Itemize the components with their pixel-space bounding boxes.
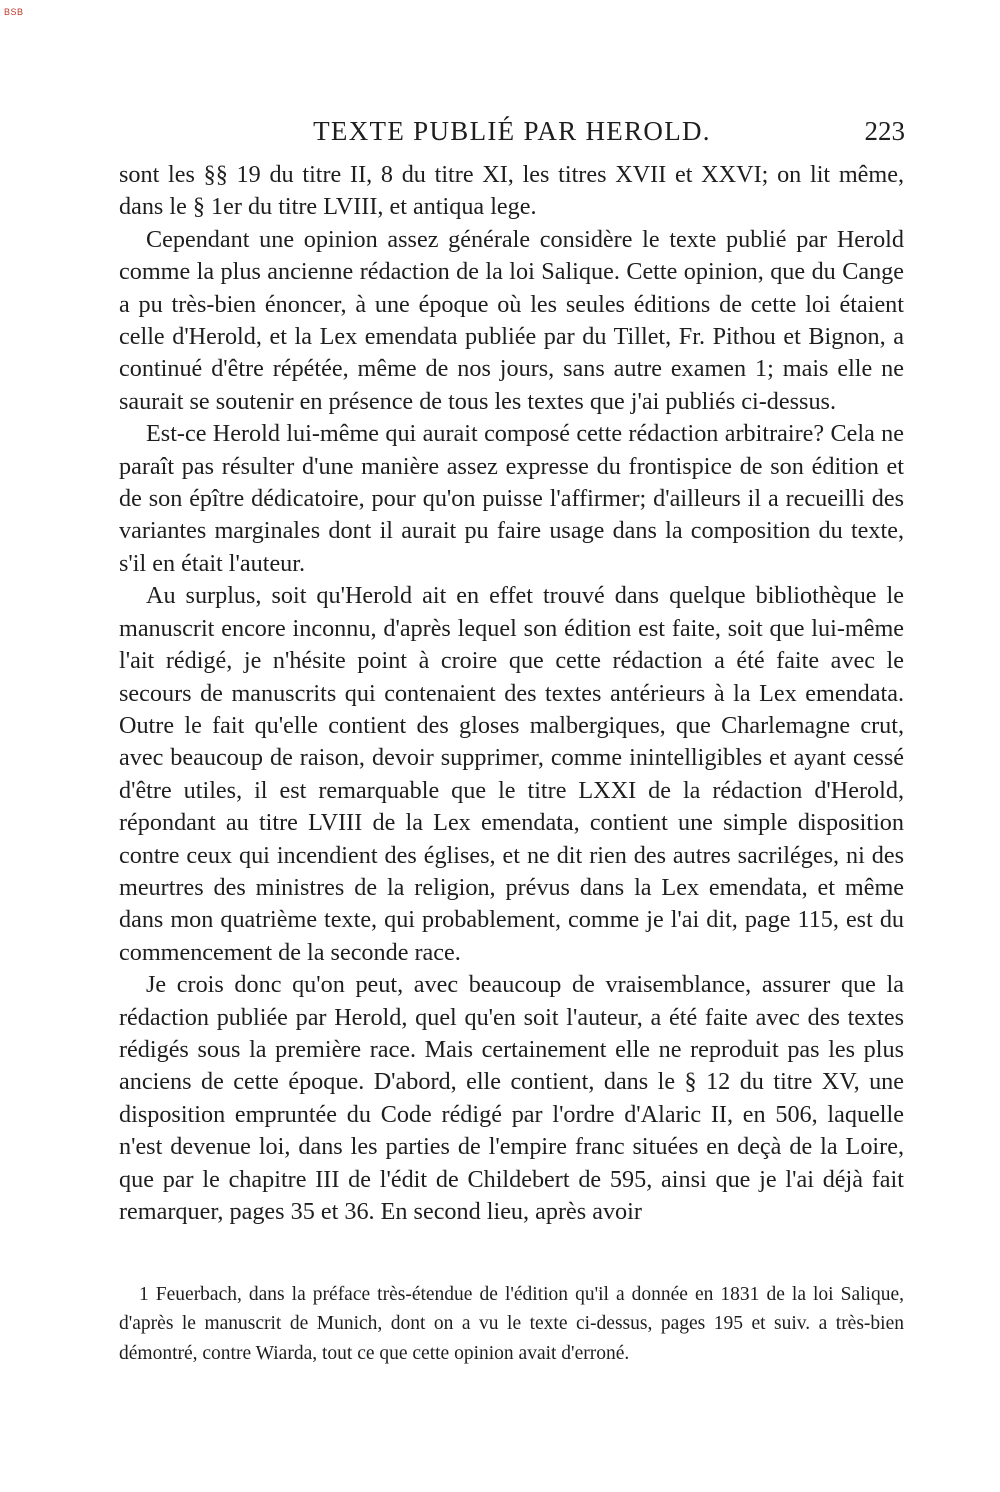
paragraph: Au surplus, soit qu'Herold ait en effet trouvé dans quelque bibliothèque le manuscrit encore inconnu, d'après lequel son édition est faite, soit que lui-même l'ait rédigé, je n'hésite point à croire que cette rédaction a été faite avec le secours de manuscrits qui contenaient des textes antérieurs à la Lex emendata. Outre le fait qu'elle contient des gloses malbergiques, que Charlemagne crut, avec beaucoup de raison, devoir supprimer, comme inintelligibles et ayant cessé d'être utiles, il est remarquable que le titre LXXI de la rédaction d'Herold, répondant au titre LVIII de la Lex emendata, contient une simple disposition contre ceux qui incendient des églises, et ne dit rien des autres sacriléges, ni des meurtres des ministres de la religion, prévus dans la Lex emendata, et même dans mon quatrième texte, qui probablement, comme je l'ai dit, page 115, est du commencement de la seconde race. [119, 582, 904, 966]
footnote: 1 Feuerbach, dans la préface très-étendue de l'édition qu'il a donnée en 1831 de la loi Salique, d'après le manuscrit de Munich, dont on a vu le texte ci-dessus, pages 195 et suiv. a très-bien démontré, contre Wiarda, tout ce que cette opinion avait d'erroné. [119, 1284, 904, 1364]
page-number: 223 [864, 116, 905, 146]
main-text [119, 159, 904, 1228]
paragraph: sont les §§ 19 du titre II, 8 du titre XI, les titres XVII et XXVI; on lit même, dans le § 1er du titre LVIII, et antiqua lege. [119, 161, 904, 221]
running-title: TEXTE PUBLIÉ PAR HEROLD. [313, 116, 711, 146]
paragraph: Cependant une opinion assez générale considère le texte publié par Herold comme la plus ancienne rédaction de la loi Salique. Cette opinion, que du Cange a pu très-bien énoncer, à une époque où les seules éditions de cette loi étaient celle d'Herold, et la Lex emendata publiée par du Tillet, Fr. Pithou et Bignon, a continué d'être répétée, même de nos jours, sans autre examen 1; mais elle ne saurait se soutenir en présence de tous les textes que j'ai publiés ci-dessus. [119, 225, 904, 415]
paragraph: Est-ce Herold lui-même qui aurait composé cette rédaction arbitraire? Cela ne paraît pas résulter d'une manière assez expresse du frontispice de son édition et de son épître dédicatoire, pour qu'on puisse l'affirmer; d'ailleurs il a recueilli des variantes marginales dont il aurait pu faire usage dans la composition du texte, s'il en était l'auteur. [119, 420, 904, 577]
paragraph: Je crois donc qu'on peut, avec beaucoup de vraisemblance, assurer que la rédaction publiée par Herold, quel qu'en soit l'auteur, a été faite avec des textes rédigés sous la première race. Mais certainement elle ne reproduit pas les plus anciens de cette époque. D'abord, elle contient, dans le § 12 du titre XV, une disposition empruntée du Code rédigé par l'ordre d'Alaric II, en 506, laquelle n'est devenue loi, dans les parties de l'empire franc situées en deçà de la Loire, que par le chapitre III de l'édit de Childebert de 595, ainsi que je l'ai déjà fait remarquer, pages 35 et 36. En second lieu, après avoir [119, 971, 904, 1225]
footnotes [119, 1280, 904, 1368]
library-stamp: BSB [4, 7, 24, 17]
page-header [119, 116, 905, 152]
